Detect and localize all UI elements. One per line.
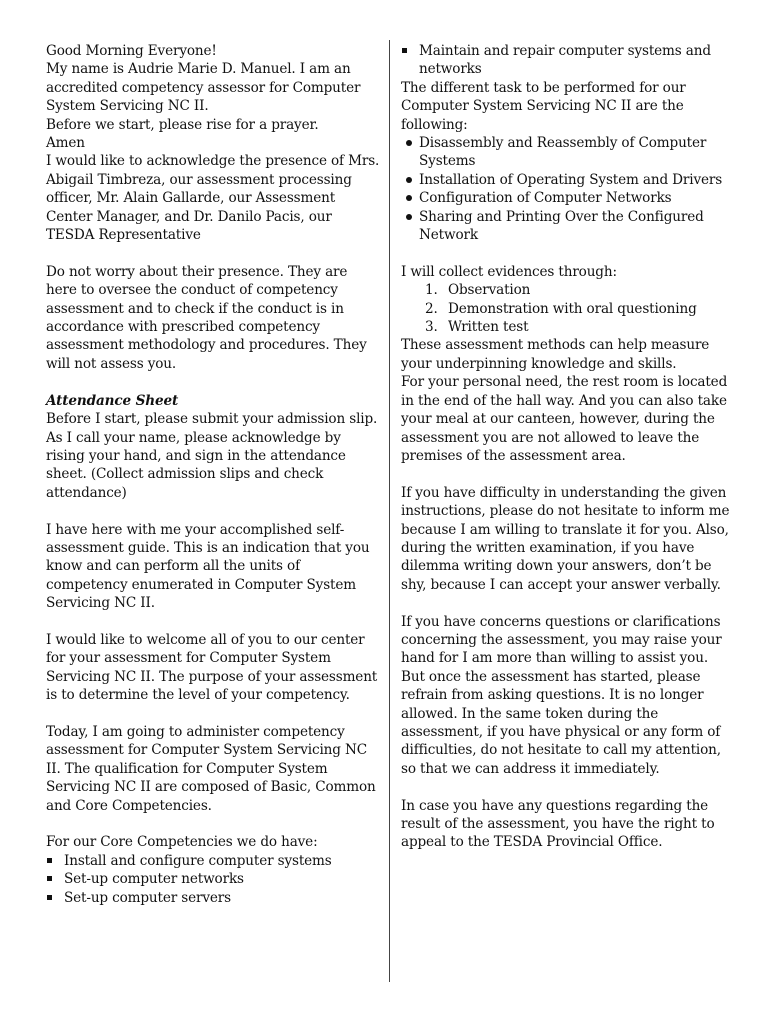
tasks-list — [401, 134, 731, 244]
list-item: Install and configure computer systems — [46, 852, 382, 870]
list-item: Sharing and Printing Over the Configured Network — [401, 208, 731, 245]
right-column — [401, 42, 731, 852]
attendance-paragraph: Before I start, please submit your admission slip. As I call your name, please acknowledge by rising your hand, and sign in the attendance sheet. (Collect admission slips and check attendance) — [46, 411, 378, 501]
appeal-paragraph: In case you have any questions regarding the result of the assessment, you have the right to appeal to the TESDA Provincial Office. — [401, 797, 715, 851]
assessor-intro: My name is Audrie Marie D. Manuel. I am an accredited competency assessor for Computer System Servicing NC II. — [46, 61, 361, 115]
attendance-heading: Attendance Sheet — [46, 392, 179, 409]
greeting: Good Morning Everyone! — [46, 43, 217, 59]
core-competencies-list-continued — [401, 42, 731, 79]
list-item: Set-up computer networks — [46, 870, 382, 888]
administer-paragraph: Today, I am going to administer competency assessment for Computer System Servicing NC II. The qualification for Computer System Servicing NC II are composed of Basic, Common and Core Competencies. — [46, 723, 376, 814]
evidence-intro: I will collect evidences through: — [401, 263, 617, 280]
round-bullet-icon — [406, 177, 412, 183]
left-column — [46, 42, 382, 907]
list-item: Set-up computer servers — [46, 889, 382, 907]
presence-paragraph: Do not worry about their presence. They are here to oversee the conduct of competency assessment and to check if the conduct is in accordance with prescribed competency assessment methodology and procedures. They will not assess you. — [46, 263, 367, 372]
column-divider — [389, 40, 390, 982]
list-item: 2. Demonstration with oral questioning — [425, 300, 697, 317]
list-item: Disassembly and Reassembly of Computer Systems — [401, 134, 731, 171]
prayer-request: Before we start, please rise for a prayer. — [46, 116, 319, 133]
list-item: 3. Written test — [425, 319, 529, 336]
amen: Amen — [46, 135, 85, 152]
evidence-methods-list — [401, 281, 731, 336]
square-bullet-icon — [402, 48, 407, 53]
core-competencies-intro: For our Core Competencies we do have: — [46, 834, 318, 851]
list-item: Configuration of Computer Networks — [401, 189, 731, 207]
list-item: 1. Observation — [425, 282, 531, 299]
core-competencies-list — [46, 852, 382, 907]
personal-need-paragraph: For your personal need, the rest room is located in the end of the hall way. And you can also take your meal at our canteen, however, during the assessment you are not allowed to leave the premises of the assessment area. — [401, 374, 728, 464]
acknowledgement-paragraph: I would like to acknowledge the presence of Mrs. Abigail Timbreza, our assessment processing officer, Mr. Alain Gallarde, our Assessment Center Manager, and Dr. Danilo Pacis, our TESDA Representative — [46, 153, 380, 244]
tasks-intro: The different task to be performed for our Computer System Servicing NC II are the following: — [401, 79, 686, 133]
square-bullet-icon — [47, 876, 52, 881]
round-bullet-icon — [406, 140, 412, 146]
welcome-paragraph: I would like to welcome all of you to our center for your assessment for Computer System Servicing NC II. The purpose of your assessment is to determine the level of your competency. — [46, 631, 378, 704]
list-item: Installation of Operating System and Drivers — [401, 171, 731, 189]
round-bullet-icon — [406, 195, 412, 201]
methods-paragraph: These assessment methods can help measure your underpinning knowledge and skills. — [401, 337, 710, 372]
concerns-paragraph: If you have concerns questions or clarifications concerning the assessment, you may raise your hand for I am more than willing to assist you. But once the assessment has started, please refrain from asking questions. It is no longer allowed. In the same token during the assessment, if you have physical or any form of difficulties, do not hesitate to call my attention, so that we can address it immediately. — [401, 613, 722, 777]
round-bullet-icon — [406, 214, 412, 220]
list-item: Maintain and repair computer systems and networks — [401, 42, 731, 79]
difficulty-paragraph: If you have difficulty in understanding the given instructions, please do not hesitate to inform me because I am willing to translate it for you. Also, during the written examination, if you have dilemma writing down your answers, don’t be shy, because I can accept your answer verbally. — [401, 484, 730, 593]
self-assessment-paragraph: I have here with me your accomplished self-assessment guide. This is an indication that you know and can perform all the units of competency enumerated in Computer System Servicing NC II. — [46, 521, 370, 612]
square-bullet-icon — [47, 858, 52, 863]
square-bullet-icon — [47, 895, 52, 900]
